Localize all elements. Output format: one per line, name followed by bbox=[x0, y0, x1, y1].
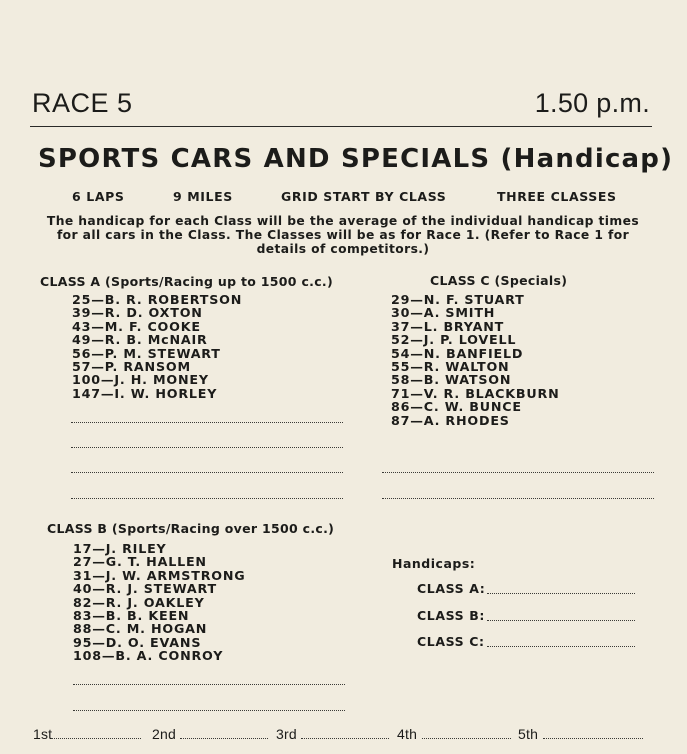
entry: 29—N. F. STUART bbox=[391, 292, 525, 307]
entry: 56—P. M. STEWART bbox=[72, 345, 221, 361]
entry: 37—L. BRYANT bbox=[391, 318, 505, 334]
blank-entry-line bbox=[71, 498, 343, 499]
blank-entry-line bbox=[71, 422, 343, 423]
entry: 49—R. B. McNAIR bbox=[72, 332, 208, 348]
entry: 71—V. R. BLACKBURN bbox=[391, 385, 560, 401]
handicap-class-a-label: CLASS A: bbox=[417, 581, 486, 596]
entry: 17—J. RILEY bbox=[73, 541, 167, 556]
handicap-class-c-line bbox=[487, 646, 635, 647]
entry: 30—A. SMITH bbox=[391, 305, 496, 321]
info-grid: GRID START BY CLASS bbox=[281, 189, 447, 204]
info-miles: 9 MILES bbox=[173, 189, 233, 204]
place-third-line bbox=[301, 738, 389, 739]
entry: 43—M. F. COOKE bbox=[72, 318, 201, 334]
place-fourth-line bbox=[422, 738, 511, 739]
place-fourth-label: 4th bbox=[397, 726, 418, 742]
blank-entry-line bbox=[73, 710, 345, 711]
info-laps: 6 LAPS bbox=[72, 189, 125, 204]
blank-entry-line bbox=[73, 684, 345, 685]
entry: 27—G. T. HALLEN bbox=[73, 554, 207, 570]
place-first-label: 1st bbox=[33, 726, 53, 742]
class-c-entries bbox=[391, 293, 559, 427]
entry: 95—D. O. EVANS bbox=[73, 634, 202, 650]
header-rule bbox=[30, 126, 652, 127]
class-b-title: CLASS B (Sports/Racing over 1500 c.c.) bbox=[47, 521, 335, 536]
place-fifth-line bbox=[543, 738, 643, 739]
entry: 25—B. R. ROBERTSON bbox=[72, 292, 243, 307]
place-fifth-label: 5th bbox=[518, 726, 539, 742]
place-third-label: 3rd bbox=[276, 726, 297, 742]
entry: 54—N. BANFIELD bbox=[391, 345, 524, 361]
blank-entry-line bbox=[382, 498, 654, 499]
entry: 88—C. M. HOGAN bbox=[73, 621, 208, 637]
handicap-class-c-label: CLASS C: bbox=[417, 634, 485, 649]
entry: 108—B. A. CONROY bbox=[73, 648, 224, 664]
entry: 58—B. WATSON bbox=[391, 372, 512, 388]
place-second-line bbox=[180, 738, 268, 739]
entry: 83—B. B. KEEN bbox=[73, 608, 190, 624]
entry: 86—C. W. BUNCE bbox=[391, 399, 522, 415]
class-a-title: CLASS A (Sports/Racing up to 1500 c.c.) bbox=[40, 274, 333, 289]
entry: 57—P. RANSOM bbox=[72, 359, 191, 375]
handicap-class-b-label: CLASS B: bbox=[417, 608, 485, 623]
blank-entry-line bbox=[71, 472, 343, 473]
class-c-title: CLASS C (Specials) bbox=[430, 273, 568, 288]
blank-entry-line bbox=[71, 447, 343, 448]
info-classes: THREE CLASSES bbox=[497, 189, 617, 204]
race-title: SPORTS CARS AND SPECIALS (Handicap) bbox=[38, 144, 674, 174]
entry: 100—J. H. MONEY bbox=[72, 372, 209, 388]
entry: 82—R. J. OAKLEY bbox=[73, 594, 205, 610]
class-b-entries bbox=[73, 542, 246, 663]
place-second-label: 2nd bbox=[152, 726, 176, 742]
entry: 87—A. RHODES bbox=[391, 412, 510, 428]
entry: 40—R. J. STEWART bbox=[73, 581, 217, 597]
entry: 39—R. D. OXTON bbox=[72, 305, 203, 321]
handicap-note: The handicap for each Class will be the average of the individual handicap times for all cars in the Class. The Classes will be as for Race 1. (Refer to Race 1 for details of competitors.) bbox=[46, 214, 640, 256]
class-a-entries bbox=[72, 293, 242, 400]
race-number: RACE 5 bbox=[32, 88, 133, 118]
place-first-line bbox=[51, 738, 141, 739]
entry: 55—R. WALTON bbox=[391, 359, 510, 375]
race-time: 1.50 p.m. bbox=[534, 88, 650, 118]
handicap-class-a-line bbox=[487, 593, 635, 594]
handicap-class-b-line bbox=[487, 620, 635, 621]
entry: 31—J. W. ARMSTRONG bbox=[73, 567, 246, 583]
entry: 52—J. P. LOVELL bbox=[391, 332, 517, 348]
handicaps-title: Handicaps: bbox=[392, 556, 476, 571]
blank-entry-line bbox=[382, 472, 654, 473]
entry: 147—I. W. HORLEY bbox=[72, 385, 218, 401]
